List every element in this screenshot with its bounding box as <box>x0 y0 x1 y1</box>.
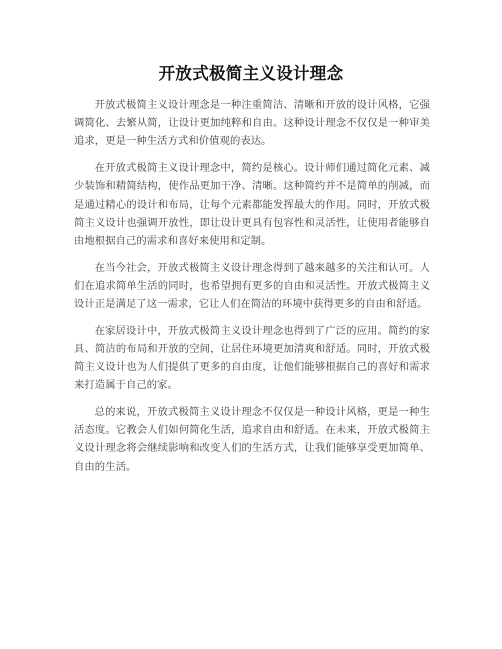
document-title: 开放式极简主义设计理念 <box>158 64 344 83</box>
paragraph-4: 在家居设计中，开放式极简主义设计理念也得到了广泛的应用。简约的家具、简洁的布局和开放的空间，让居住环境更加清爽和舒适。同时，开放式极简主义设计也为人们提供了更多的自由度，让他们能够根据自己的喜好和需求来打造属于自己的家。 <box>74 324 430 392</box>
document-body <box>74 96 430 484</box>
paragraph-5: 总的来说，开放式极简主义设计理念不仅仅是一种设计风格，更是一种生活态度。它教会人们如何简化生活，追求自由和舒适。在未来，开放式极简主义设计理念将会继续影响和改变人们的生活方式，让我们能够享受更加简单、自由的生活。 <box>74 406 430 473</box>
paragraph-3: 在当今社会，开放式极简主义设计理念得到了越来越多的关注和认可。人们在追求简单生活的同时，也希望拥有更多的自由和灵活性。开放式极简主义设计正是满足了这一需求，它让人们在简洁的环境中获得更多的自由和舒适。 <box>74 261 430 311</box>
paragraph-1: 开放式极简主义设计理念是一种注重简洁、清晰和开放的设计风格，它强调简化、去繁从简，让设计更加纯粹和自由。这种设计理念不仅仅是一种审美追求，更是一种生活方式和价值观的表达。 <box>74 99 430 148</box>
paragraph-2: 在开放式极简主义设计理念中，简约是核心。设计师们通过简化元素、减少装饰和精简结构，使作品更加干净、清晰。这种简约并不是简单的削减，而是通过精心的设计和布局，让每个元素都能发挥最大的作用。同时，开放式极简主义设计也强调开放性，即让设计更具有包容性和灵活性，让使用者能够自由地根据自己的需求和喜好来使用和定制。 <box>74 162 430 247</box>
